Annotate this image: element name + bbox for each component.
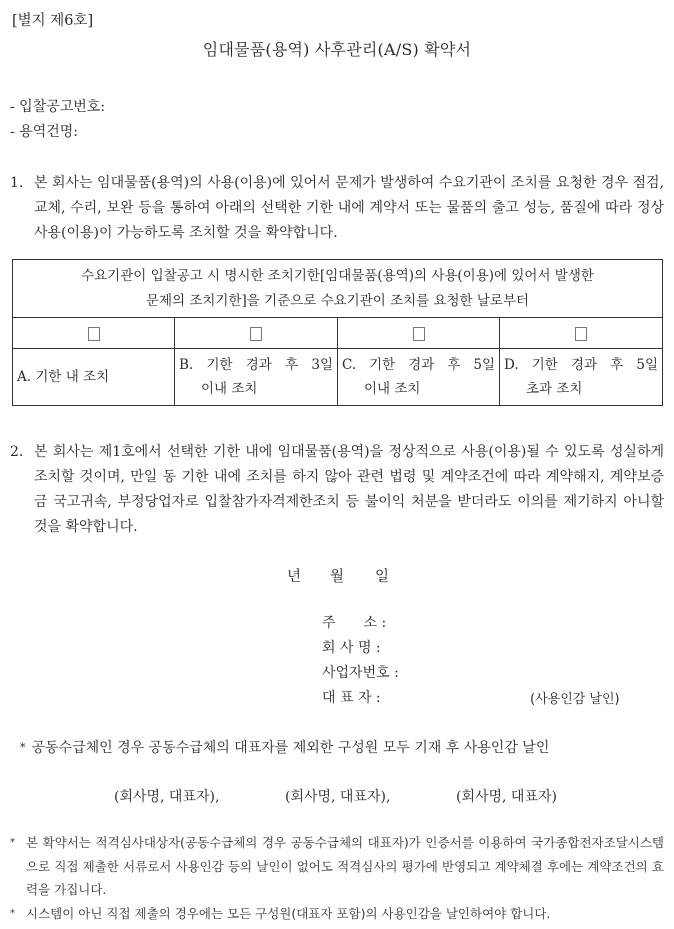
asterisk-icon: * [10, 907, 15, 919]
checkbox-row [13, 318, 663, 349]
section-1 [10, 171, 664, 246]
joint-supply-note-text: 공동수급체인 경우 공동수급체의 대표자를 제외한 구성원 모두 기재 후 사용인감 날인 [31, 740, 550, 756]
representative-label: 대 표 자 : [322, 690, 381, 706]
section-2-text: 본 회사는 제1호에서 선택한 기한 내에 임대물품(용역)을 정상적으로 사용(이용)될 수 있도록 성실하게 조치할 것이며, 만일 동 기한 내에 조치를 하지 않아 관련 법령 및 계약조건에 따라 계약해지, 계약보증금 국고귀속, 부정당업자로 입찰참가자격제한조치 등 불이익 처분을 받더라도 이의를 제기하지 아니할 것을 확약합니다. [34, 444, 664, 535]
checkbox-option-c[interactable] [413, 327, 425, 341]
field-bid-notice-number: - 입찰공고번호: [10, 99, 106, 115]
checkbox-option-d[interactable] [575, 327, 587, 341]
option-b-label-line1: B. 기한 경과 후 3일 [179, 357, 333, 373]
option-d [500, 349, 663, 406]
header-line-1: 수요기관이 입찰공고 시 명시한 조치기한[임대물품(용역)의 사용(이용)에 있어서 발생한 [81, 267, 594, 284]
option-a-label: A. 기한 내 조치 [17, 369, 110, 385]
joint-member-3: (회사명, 대표자) [456, 789, 557, 805]
company-name-label: 회 사 명 : [322, 640, 381, 656]
option-c [338, 349, 500, 406]
date-month: 월 [330, 569, 345, 585]
business-number-label: 사업자번호 : [322, 665, 399, 681]
checkbox-cell-b [175, 318, 338, 349]
option-c-label-line2: 이내 조치 [364, 381, 421, 397]
field-service-name: - 용역건명: [10, 124, 78, 140]
joint-supply-note [20, 737, 549, 757]
option-label-row [13, 349, 663, 406]
date-year: 년 [287, 569, 302, 585]
joint-member-2: (회사명, 대표자), [285, 789, 391, 805]
date-day: 일 [375, 569, 390, 585]
section-1-number: 1. [10, 175, 24, 191]
option-d-label-line2: 초과 조치 [526, 381, 583, 397]
deadline-table [12, 259, 663, 406]
header-line-2: 문제의 조치기한]을 기준으로 수요기관이 조치를 요청한 날로부터 [145, 292, 530, 309]
option-c-label-line1: C. 기한 경과 후 5일 [342, 357, 495, 373]
section-2 [10, 440, 664, 540]
option-b-label-line2: 이내 조치 [201, 381, 258, 397]
checkbox-option-a[interactable] [88, 327, 100, 341]
section-2-number: 2. [10, 444, 24, 460]
document-title: 임대물품(용역) 사후관리(A/S) 확약서 [202, 40, 472, 59]
footnote-2-text: 시스템이 아닌 직접 제출의 경우에는 모든 구성원(대표자 포함)의 사용인감을 날인하여야 합니다. [26, 905, 551, 921]
deadline-table-header [13, 260, 663, 318]
checkbox-option-b[interactable] [250, 327, 262, 341]
option-d-label-line1: D. 기한 경과 후 5일 [504, 357, 658, 373]
section-1-text: 본 회사는 임대물품(용역)의 사용(이용)에 있어서 문제가 발생하여 수요기관이 조치를 요청한 경우 점검, 교체, 수리, 보완 등을 통하여 아래의 선택한 기한 내에 계약서 또는 물품의 출고 성능, 품질에 따라 정상 사용(이용)이 가능하도록 조치할 것을 확약합니다. [34, 175, 664, 241]
address-label: 주 소 : [322, 615, 387, 631]
asterisk-icon: * [10, 837, 15, 848]
checkbox-cell-a [13, 318, 175, 349]
footnote-2 [10, 902, 664, 926]
asterisk-icon: * [20, 741, 26, 754]
seal-note: (사용인감 날인) [530, 692, 620, 707]
footnotes [10, 831, 664, 925]
footnote-1 [10, 831, 664, 902]
deadline-table-header-row [13, 260, 663, 318]
checkbox-cell-c [338, 318, 500, 349]
option-a [13, 349, 175, 406]
checkbox-cell-d [500, 318, 663, 349]
form-number: [별지 제6호] [12, 13, 94, 29]
footnote-1-text: 본 확약서는 적격심사대상자(공동수급체의 경우 공동수급체의 대표자)가 인증서를 이용하여 국가종합전자조달시스템으로 직접 제출한 서류로서 사용인감 등의 날인이 없어도 적격심사의 평가에 반영되고 계약체결 후에는 계약조건의 효력을 가집니다. [26, 835, 664, 897]
joint-member-1: (회사명, 대표자), [114, 789, 220, 805]
option-b [175, 349, 338, 406]
